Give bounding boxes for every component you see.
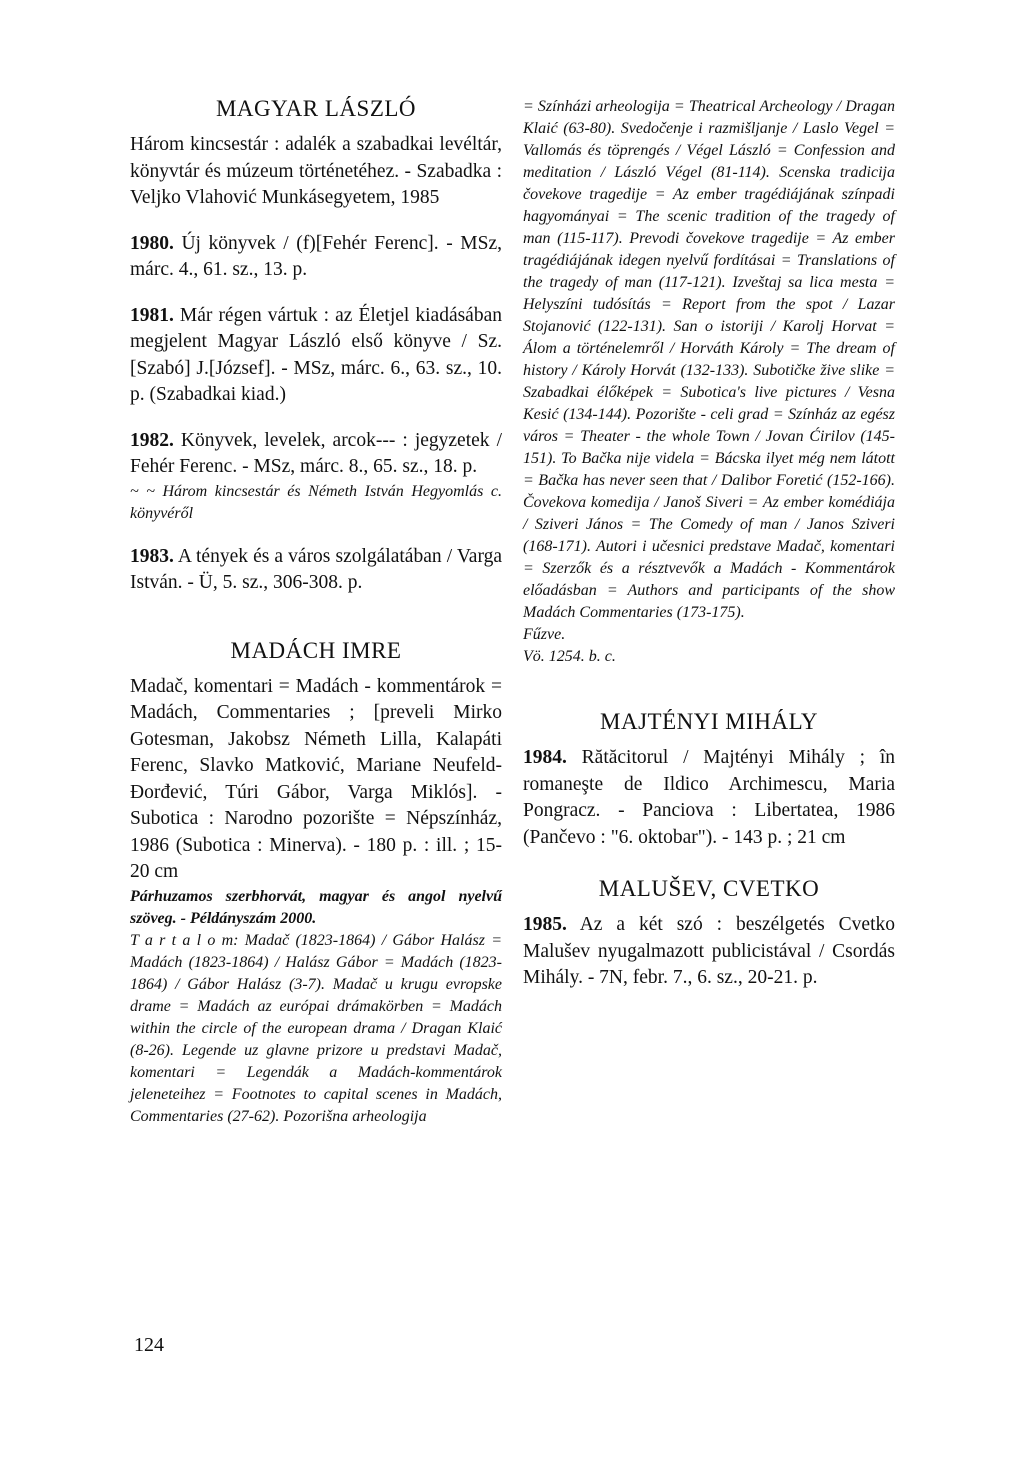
entry-text: Az a két szó : beszélgetés Cvetko Malušev nyugalmazott publicistával / Csordás Mihály. - 7N, febr. 7., 6. sz., 20-21. p.	[523, 914, 895, 988]
entry-1984	[523, 745, 895, 851]
entry-text: Rătăcitorul / Majtényi Mihály ; în romaneşte de Ildico Archimescu, Maria Pongracz. - Panciova : Libertatea, 1986 (Pančevo : "6. oktobar"). - 143 p. ; 21 cm	[523, 747, 895, 848]
heading-malusev-cvetko: MALUŠEV, CVETKO	[598, 876, 820, 901]
entry-intro	[130, 132, 502, 212]
entry-1982	[130, 428, 502, 481]
entry-text: A tények és a város szolgálatában / Varga István. - Ü, 5. sz., 306-308. p.	[130, 545, 502, 593]
entry-text: Már régen vártuk : az Életjel kiadásában megjelent Magyar László első könyve / Sz.[Szabó] J.[József]. - MSz, márc. 6., 63. sz., 10. p. (Szabadkai kiad.)	[130, 304, 502, 405]
entry-number: 1982.	[130, 429, 174, 451]
binding-note: Fűzve.	[523, 626, 566, 643]
contents-continuation: = Színházi arheologija = Theatrical Archeology / Dragan Klaić (63-80). Svedočenje i razmišljanje / Laslo Vegel = Vallomás és töprengés / Végel László = Confession and meditation / László Végel (81-114). Scenska tradicija čovekove tragedije = Az ember tragédiájának színpadi hagyományai = The scenic tradition of the tragedy of man (115-117). Prevodi čovekove tragedije = Az ember tragédiájának idegen nyelvű fordításai = Translations of the tragedy of man (117-121). Izveštaj sa lica mesta = Helyszíni tudósítás = Report from the spot / Lazar Stojanović (122-131). San o istoriji / Karolj Horvat = Álom a történelemről / Horváth Károly = The dream of history / Károly Horvát (132-133). Subotičke žive slike = Szabadkai élőképek = Subotica's live pictures / Vesna Kesić (134-144). Pozorište - celi grad = Színház az egész város = Theater - the whole Town / Jovan Ćirilov (145-151). To Bačka nije videla = Bácska ilyet még nem látott = Bačka has never seen that / Dalibor Foretić (152-166). Čovekova komedija / Janoš Siveri = Az ember komédiája / Sziveri János = The Comedy of man / Janos Sziveri (168-171). Autori i učesnici predstave Madač, komentari = Szerzők és a résztvevők a Madách - Kommentárok előadásban = Authors and participants of the show Madách Commentaries (173-175).	[523, 98, 895, 621]
entry-madach: Madač, komentari = Madách - kommentárok = Madách, Commentaries ; [preveli Mirko Gotesman, Jakobsz Németh Lilla, Kalapáti Ferenc, Slavko Matković, Mariane Neufeld-Đorđević, Túri Gábor, Varga Miklós]. - Subotica : Narodno pozorište = Népszínház, 1986 (Subotica : Minerva). - 180 p. : ill. ; 15-20 cm	[130, 675, 502, 882]
entry-1982-note: ~ ~ Három kincsestár és Németh István Hegyomlás c. könyvéről	[130, 482, 502, 522]
entry-number: 1981.	[130, 304, 174, 326]
entry-madach-contents: T a r t a l o m: Madač (1823-1864) / Gábor Halász = Madách (1823-1864) / Halász Gábor = Madách (1823-1864) / Gábor Halász (3-7). Madač u krugu evropske drame = Madách az európai drámakörben = Madách within the circle of the european drama / Dragan Klaić (8-26). Legende uz glavne prizore u predstavi Madač, komentari = Legendák a Madách-kommentárok jeleneteihez = Footnotes to capital scenes in Madách, Commentaries (27-62). Pozorišna arheologija	[130, 931, 502, 1125]
entry-intro-text: Három kincsestár : adalék a szabadkai levéltár, könyvtár és múzeum történetéhez. - Szabadka : Veljko Vlahović Munkásegyetem, 1985	[130, 134, 502, 208]
cross-reference: Vö. 1254. b. c.	[523, 648, 616, 665]
entry-madach-note: Párhuzamos szerbhorvát, magyar és angol nyelvű szöveg. - Példányszám 2000.	[130, 887, 502, 927]
entry-1985	[523, 912, 895, 992]
entry-number: 1983.	[130, 545, 174, 567]
page-number: 124	[134, 1334, 164, 1356]
entry-number: 1985.	[523, 914, 567, 935]
entry-text: Új könyvek / (f)[Fehér Ferenc]. - MSz, márc. 4., 61. sz., 13. p.	[130, 232, 502, 280]
right-column	[523, 96, 895, 1011]
left-column	[130, 96, 502, 1147]
entry-number: 1980.	[130, 232, 174, 254]
entry-1983	[130, 544, 502, 597]
heading-majtenyi-mihaly: MAJTÉNYI MIHÁLY	[600, 709, 818, 734]
heading-magyar-laszlo: MAGYAR LÁSZLÓ	[215, 96, 417, 121]
entry-1980	[130, 231, 502, 284]
entry-1981	[130, 303, 502, 409]
entry-text: Könyvek, levelek, arcok--- : jegyzetek / Fehér Ferenc. - MSz, márc. 8., 65. sz., 18. p.	[130, 429, 502, 477]
entry-number: 1984.	[523, 747, 567, 768]
heading-madach-imre: MADÁCH IMRE	[230, 637, 402, 663]
